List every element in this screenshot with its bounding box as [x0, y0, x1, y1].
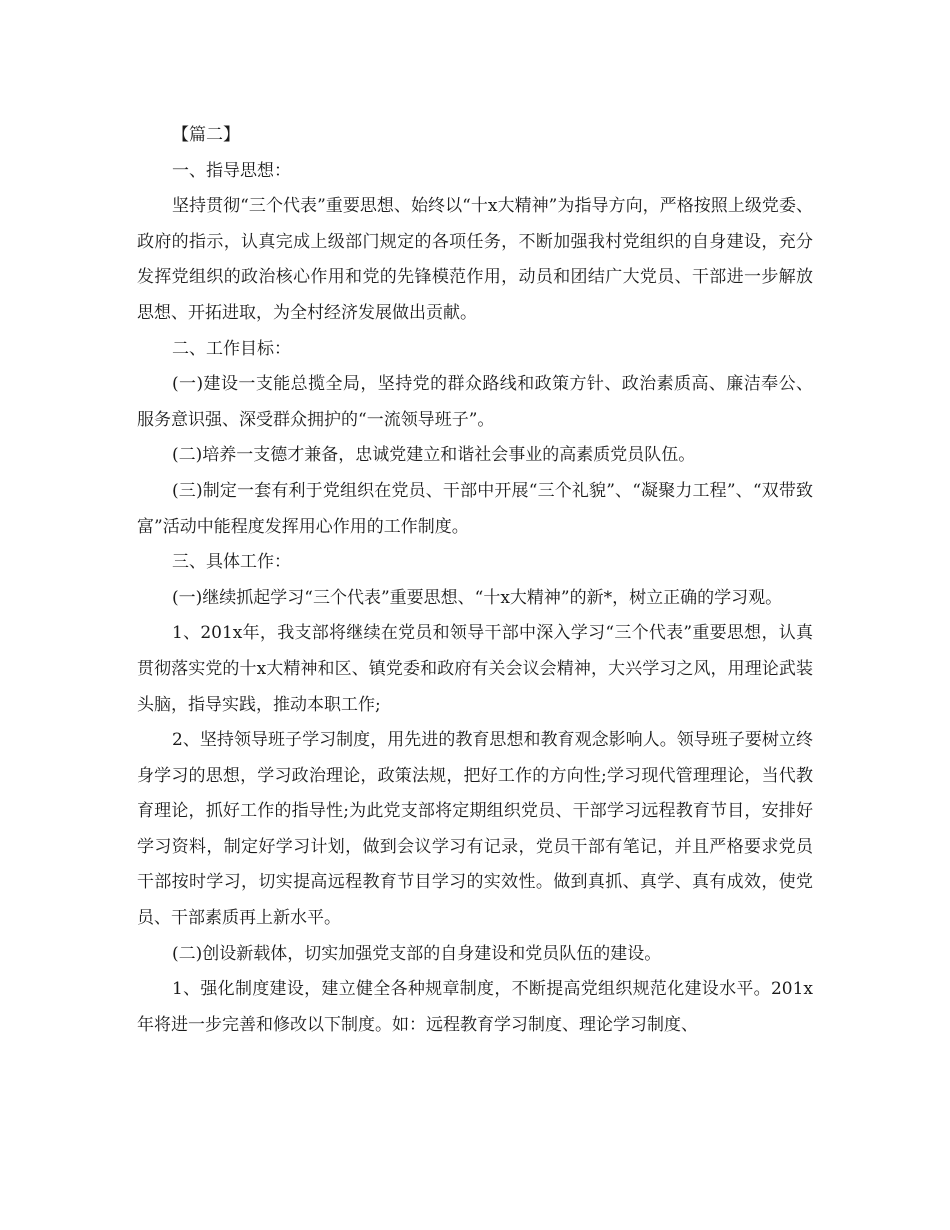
paragraph-work-2: (二)创设新载体，切实加强党支部的自身建设和党员队伍的建设。: [172, 943, 662, 964]
paragraph-work-1: (一)继续抓起学习“三个代表”重要思想、“十x大精神”的新*，树立正确的学习观。: [172, 587, 783, 608]
section-heading-part-two: 【篇二】: [172, 125, 240, 145]
paragraph-goal-3: (三)制定一套有利于党组织在党员、干部中开展“三个礼貌”、“凝聚力工程”、“双带致富”活动中能程度发挥用心作用的工作制度。: [137, 480, 813, 537]
paragraph-guiding-ideology: 坚持贯彻“三个代表”重要思想、始终以“十x大精神”为指导方向，严格按照上级党委、政府的指示，认真完成上级部门规定的各项任务，不断加强我村党组织的自身建设，充分发挥党组织的政治核心作用和党的先锋模范作用，动员和团结广大党员、干部进一步解放思想、开拓进取，为全村经济发展做出贡献。: [137, 196, 813, 323]
heading-guiding-ideology: 一、指导思想：: [172, 160, 291, 181]
heading-specific-work: 三、具体工作：: [172, 552, 291, 573]
paragraph-goal-2: (二)培养一支德才兼备，忠诚党建立和谐社会事业的高素质党员队伍。: [172, 445, 696, 466]
document-body: [137, 118, 813, 1043]
paragraph-goal-1: (一)建设一支能总揽全局，坚持党的群众路线和政策方针、政治素质高、廉洁奉公、服务意识强、深受群众拥护的“一流领导班子”。: [137, 374, 813, 430]
heading-work-goals: 二、工作目标：: [172, 338, 291, 359]
paragraph-work-2-item-1: 1、强化制度建设，建立健全各种规章制度，不断提高党组织规范化建设水平。201x年将进一步完善和修改以下制度。如：远程教育学习制度、理论学习制度、: [137, 979, 813, 1035]
paragraph-work-1-item-1: 1、201x年，我支部将继续在党员和领导干部中深入学习“三个代表”重要思想，认真贯彻落实党的十x大精神和区、镇党委和政府有关会议会精神，大兴学习之风，用理论武装头脑，指导实践，推动本职工作;: [137, 623, 813, 715]
paragraph-work-1-item-2: 2、坚持领导班子学习制度，用先进的教育思想和教育观念影响人。领导班子要树立终身学习的思想，学习政治理论，政策法规，把好工作的方向性;学习现代管理理论，当代教育理论，抓好工作的指导性;为此党支部将定期组织党员、干部学习远程教育节目，安排好学习资料，制定好学习计划，做到会议学习有记录，党员干部有笔记，并且严格要求党员干部按时学习，切实提高远程教育节目学习的实效性。做到真抓、真学、真有成效，使党员、干部素质再上新水平。: [137, 730, 813, 929]
